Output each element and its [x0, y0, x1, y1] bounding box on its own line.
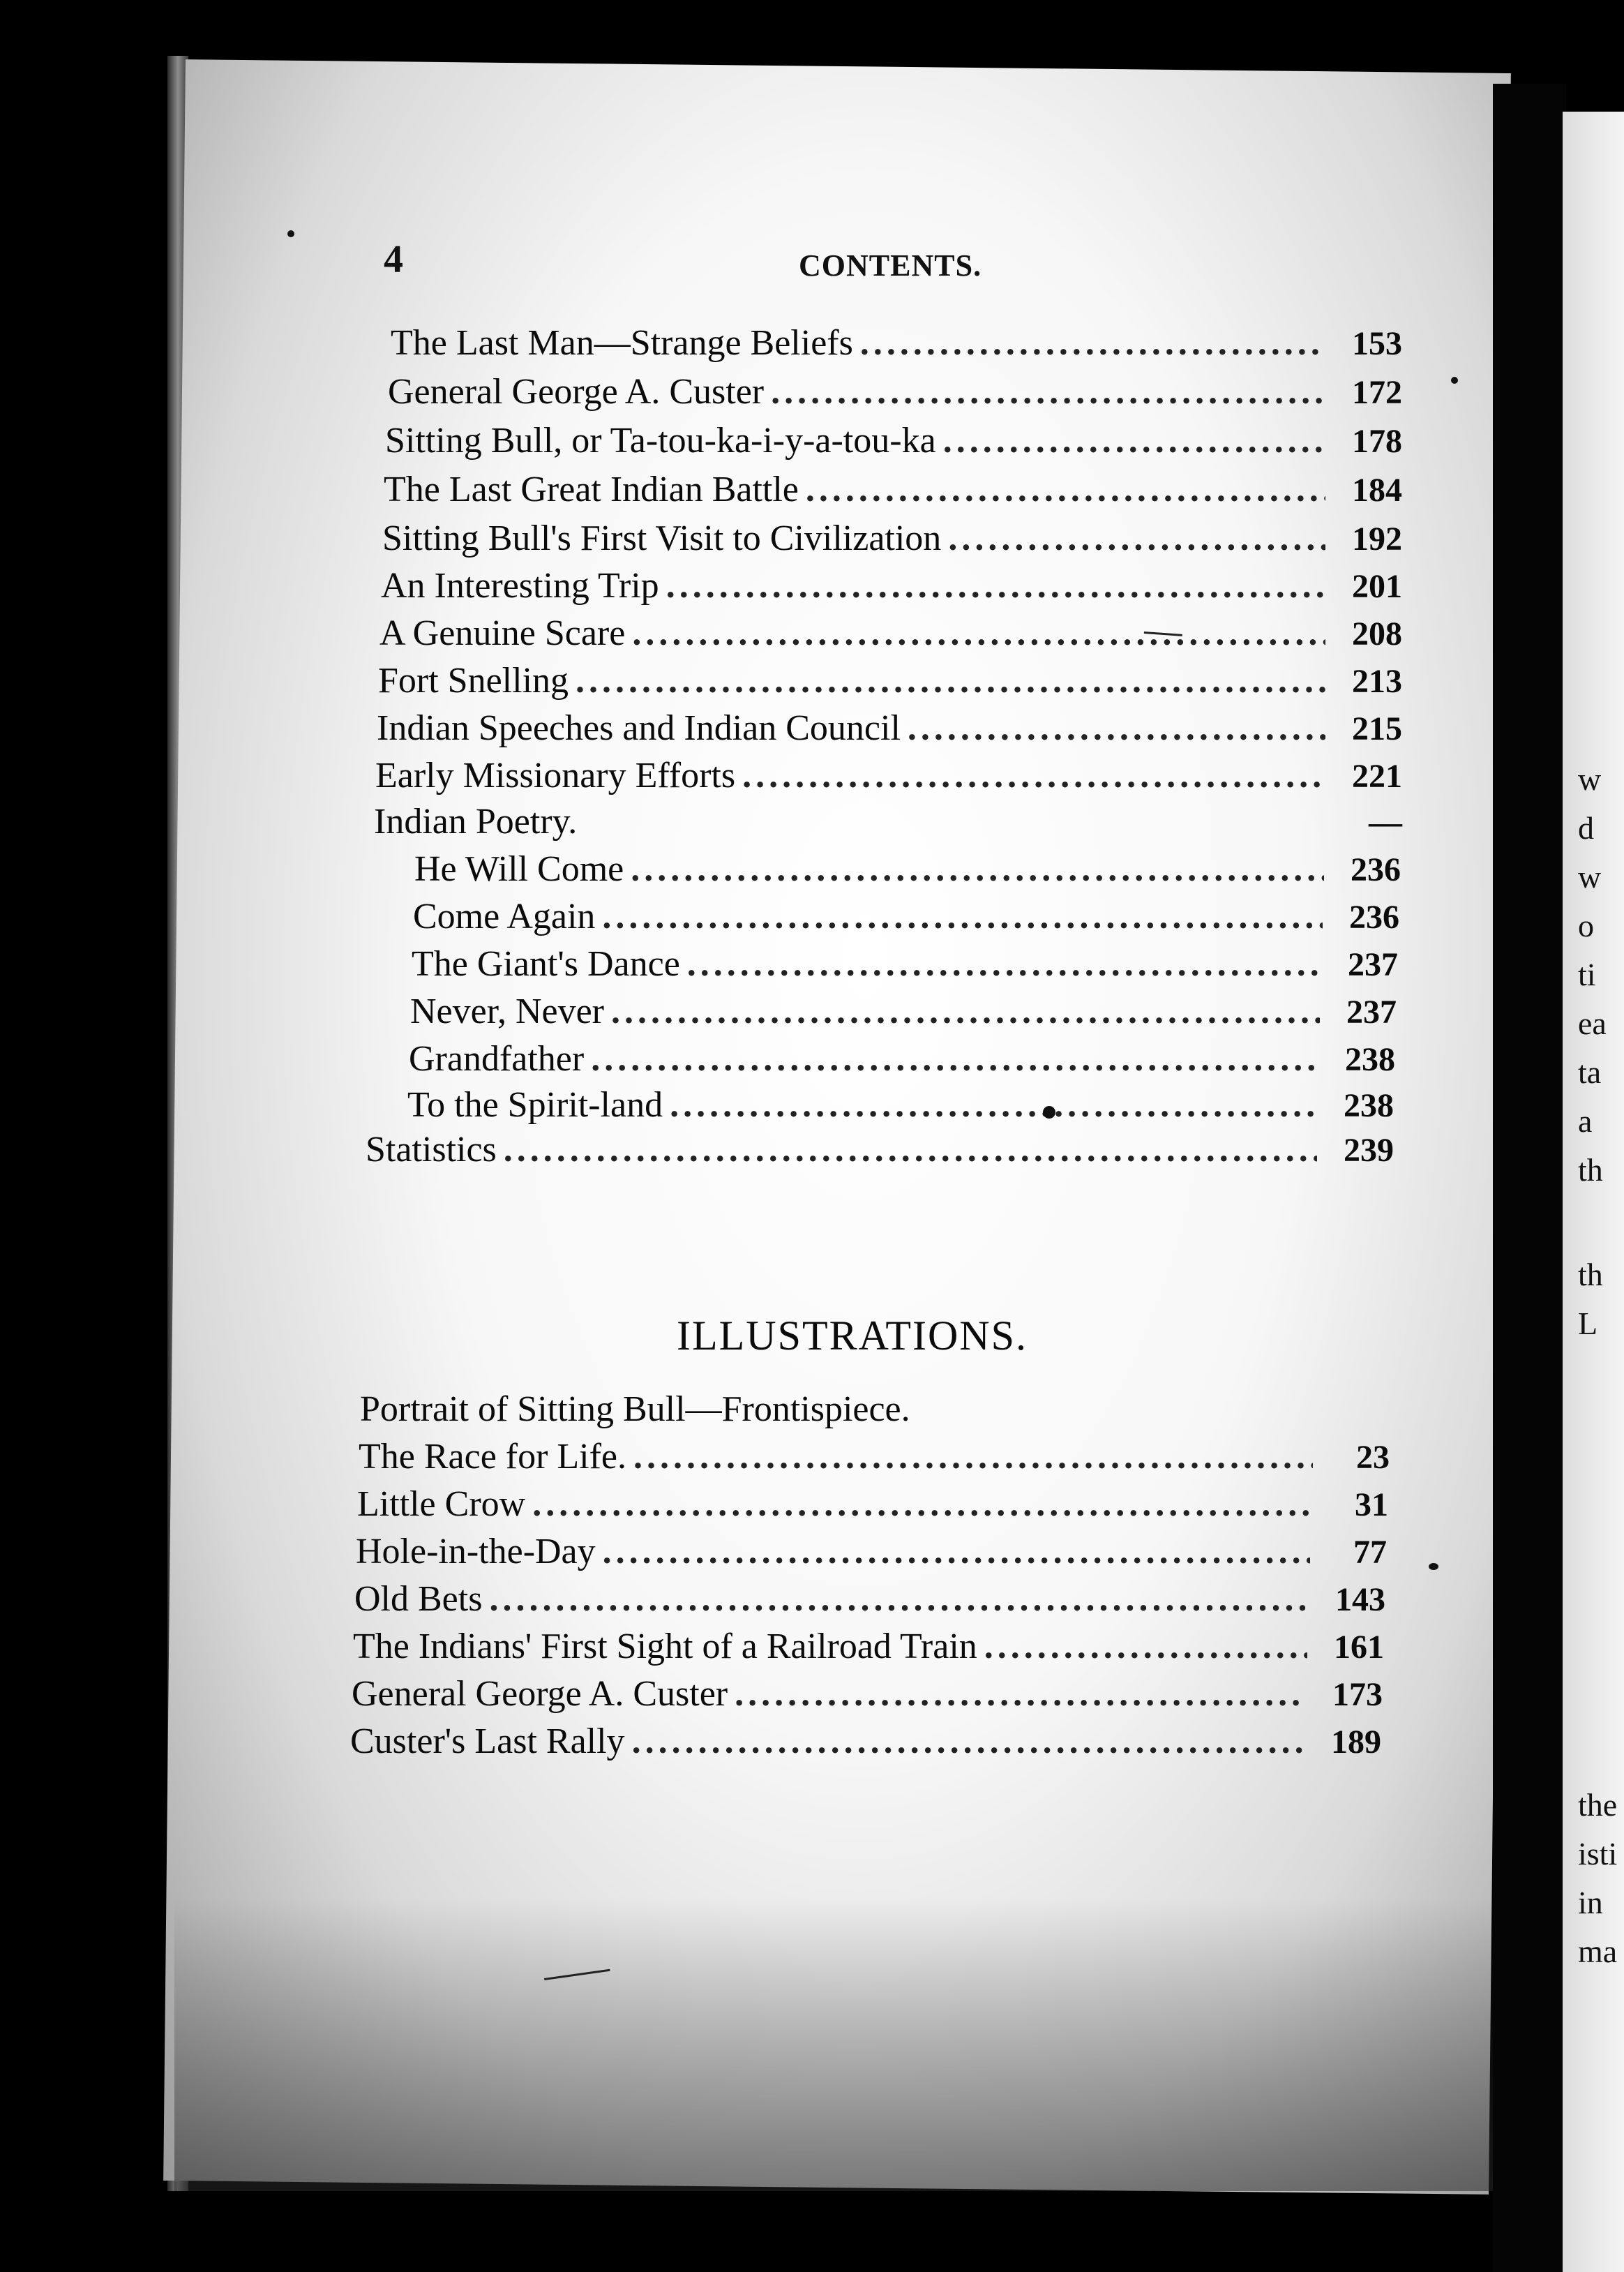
toc-entry — [374, 801, 1402, 842]
illustration-page: 77 — [1353, 1534, 1387, 1571]
toc-entry-page: 221 — [1352, 758, 1402, 795]
illustration-title: General George A. Custer — [352, 1674, 728, 1714]
illustration-page: 143 — [1335, 1581, 1385, 1618]
toc-entry-title: Indian Speeches and Indian Council — [377, 708, 901, 748]
adjacent-page-fragment: d — [1578, 810, 1594, 846]
toc-entry-page: — — [1369, 804, 1402, 841]
toc-entry-page: 208 — [1352, 615, 1402, 652]
adjacent-page-fragment: the — [1578, 1787, 1618, 1823]
adjacent-page-fragment: ea — [1578, 1006, 1607, 1041]
page-title: CONTENTS. — [799, 248, 982, 283]
toc-entry-page: 236 — [1351, 851, 1401, 888]
illustration-title: The Indians' First Sight of a Railroad Train — [353, 1627, 977, 1666]
adjacent-page-fragment: isti — [1578, 1836, 1618, 1871]
toc-entry-title: The Last Man—Strange Beliefs — [391, 323, 853, 363]
toc-entry-title: A Genuine Scare — [379, 613, 626, 653]
toc-entry-page: 172 — [1352, 374, 1402, 411]
toc-entry — [412, 943, 1398, 985]
adjacent-page-fragment: ti — [1578, 957, 1596, 992]
toc-entry-title: Indian Poetry. — [374, 802, 578, 842]
toc-entry-page: 237 — [1348, 946, 1398, 983]
page-number: 4 — [384, 238, 403, 281]
toc-entry-page: 201 — [1352, 568, 1402, 605]
toc-entry-title: Fort Snelling — [378, 661, 569, 701]
scan-speck — [287, 230, 294, 237]
toc-entry-page: 215 — [1352, 710, 1402, 747]
toc-entry-page: 184 — [1352, 472, 1402, 509]
toc-entry-title: The Giant's Dance — [412, 944, 680, 984]
adjacent-page-fragment: w — [1578, 859, 1602, 895]
toc-entry-title: Never, Never — [410, 992, 604, 1031]
toc-entry-page: 213 — [1352, 663, 1402, 700]
toc-entry-title: Come Again — [413, 897, 596, 936]
illustration-entry — [352, 1673, 1383, 1714]
adjacent-page-fragment: ma — [1578, 1934, 1618, 1969]
toc-entry-page: 237 — [1346, 994, 1397, 1031]
illustration-title: Little Crow — [357, 1484, 526, 1524]
toc-entry-title: Statistics — [366, 1130, 497, 1169]
adjacent-page-fragment: L — [1578, 1306, 1598, 1341]
adjacent-page-fragment: in — [1578, 1885, 1603, 1920]
scan-speck — [1043, 1106, 1055, 1119]
toc-entry — [366, 1129, 1394, 1170]
illustration-page: 31 — [1355, 1486, 1388, 1523]
illustration-entry — [350, 1721, 1381, 1762]
illustration-title: Hole-in-the-Day — [356, 1532, 596, 1571]
adjacent-page-fragment: o — [1578, 908, 1594, 943]
toc-entry-page: 192 — [1352, 521, 1402, 558]
illustration-title: Custer's Last Rally — [350, 1721, 625, 1761]
book-gutter — [1493, 84, 1566, 2272]
toc-entry-title: General George A. Custer — [388, 372, 765, 412]
toc-entry — [409, 1038, 1395, 1079]
illustration-title: Old Bets — [354, 1579, 483, 1619]
toc-entry — [388, 371, 1402, 412]
illustration-entry — [360, 1389, 1392, 1430]
illustration-page: 161 — [1334, 1629, 1384, 1666]
toc-entry — [381, 565, 1402, 606]
toc-entry — [407, 1084, 1394, 1126]
toc-entry-page: 239 — [1344, 1132, 1394, 1169]
illustration-page: 173 — [1332, 1676, 1383, 1713]
toc-entry — [384, 469, 1402, 510]
illustration-entry — [359, 1436, 1390, 1477]
adjacent-page-fragment: w — [1578, 761, 1602, 797]
adjacent-page-fragment: th — [1578, 1257, 1603, 1292]
toc-entry — [375, 755, 1402, 796]
toc-entry-page: 153 — [1352, 325, 1402, 362]
illustration-page: 189 — [1331, 1724, 1381, 1761]
adjacent-page-fragment: ta — [1578, 1054, 1602, 1090]
illustrations-heading: ILLUSTRATIONS. — [677, 1313, 1028, 1359]
illustration-title: Portrait of Sitting Bull—Frontispiece. — [360, 1389, 910, 1429]
toc-entry — [391, 322, 1402, 364]
scan-speck — [1451, 377, 1458, 384]
toc-entry-page: 178 — [1352, 423, 1402, 460]
toc-entry-title: Sitting Bull's First Visit to Civilization — [382, 518, 942, 558]
illustration-entry — [356, 1531, 1387, 1572]
illustration-page: 23 — [1356, 1439, 1390, 1476]
toc-entry-title: To the Spirit-land — [407, 1085, 663, 1125]
toc-entry — [410, 991, 1397, 1032]
toc-entry-title: Early Missionary Efforts — [375, 756, 736, 795]
adjacent-page-fragment: th — [1578, 1152, 1603, 1188]
scan-speck — [1429, 1563, 1438, 1570]
toc-entry-title: An Interesting Trip — [381, 566, 659, 606]
toc-entry-page: 236 — [1349, 899, 1399, 936]
toc-entry — [382, 518, 1402, 559]
illustration-title: The Race for Life. — [359, 1437, 627, 1477]
toc-entry-title: Sitting Bull, or Ta-tou-ka-i-y-a-tou-ka — [385, 421, 936, 461]
illustration-entry — [354, 1578, 1385, 1620]
toc-entry — [385, 420, 1402, 461]
page-shadow — [174, 1898, 1500, 2191]
toc-entry-page: 238 — [1344, 1087, 1394, 1124]
toc-entry — [377, 708, 1402, 749]
adjacent-page-fragment: a — [1578, 1103, 1593, 1139]
toc-entry — [378, 660, 1402, 701]
toc-entry-title: Grandfather — [409, 1039, 585, 1079]
toc-entry — [379, 613, 1402, 654]
illustration-entry — [357, 1483, 1388, 1525]
toc-entry — [414, 849, 1401, 890]
toc-entry-title: The Last Great Indian Battle — [384, 470, 799, 509]
toc-entry — [413, 896, 1399, 937]
toc-entry-title: He Will Come — [414, 849, 624, 889]
toc-entry-page: 238 — [1345, 1041, 1395, 1078]
illustration-entry — [353, 1626, 1384, 1667]
